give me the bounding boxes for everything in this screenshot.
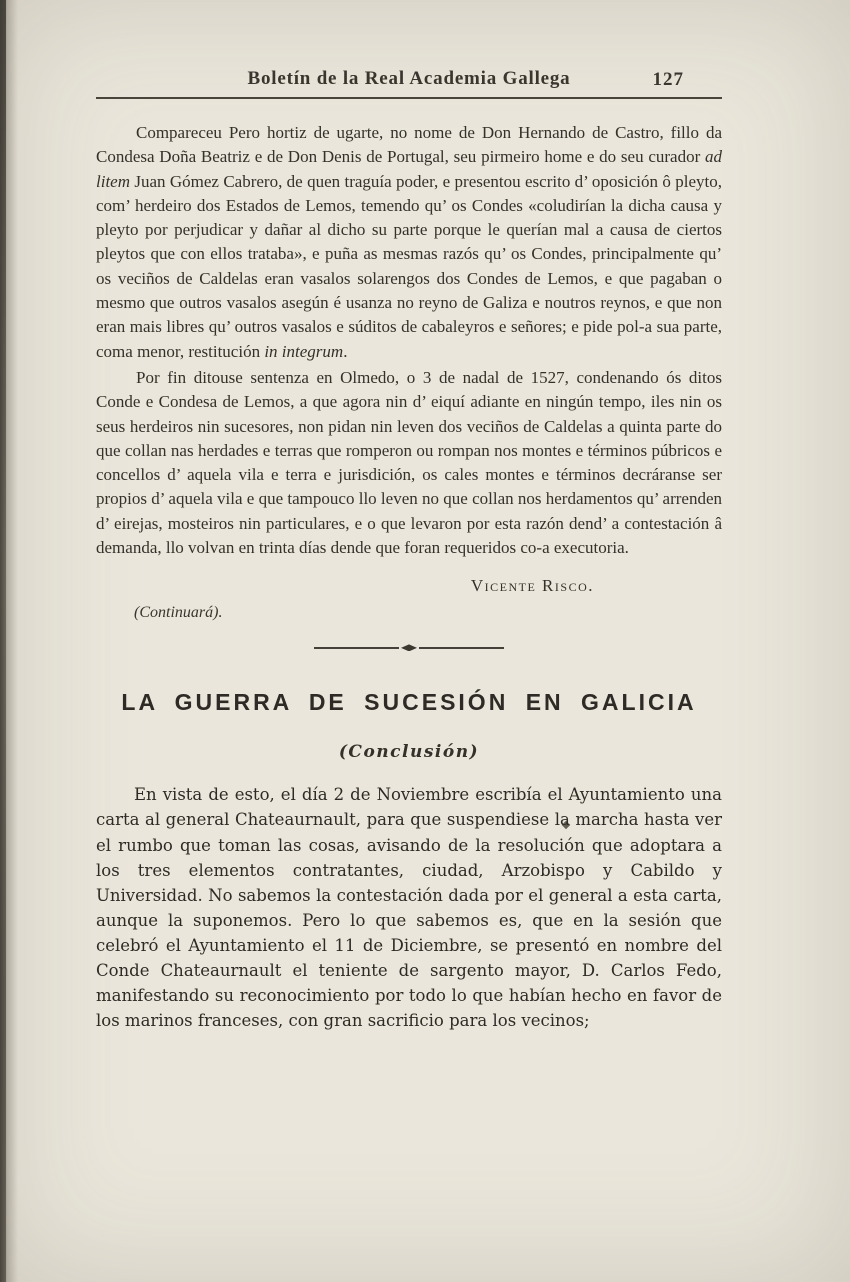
- divider-line-left: [314, 647, 399, 649]
- diamond-ornament-icon: [401, 644, 417, 651]
- continuation-note: (Continuará).: [134, 604, 223, 622]
- paragraph-1-text: .: [343, 341, 348, 361]
- paragraph-1-text: Compareceu Pero hortiz de ugarte, no nome de Don Hernando de Castro, fillo da Condesa Doña Beatriz e de Don Denis de Portugal, seu pirmeiro home e do seu curador: [96, 123, 722, 167]
- journal-title: Boletín de la Real Academia Gallega: [247, 68, 571, 89]
- paragraph-2: Por fin ditouse sentenza en Olmedo, o 3 de nadal de 1527, condenando ós ditos Conde e Condesa de Lemos, a que agora nin d’ eiquí adiante en ningún tempo, iles nin os seus herdeiros nin sucesores, non pidan nin leven dos veciños de Caldelas a quinta parte do que collan nas herdades e terras que romperon ou rompan nos montes e términos púbricos e concellos d’ aquela vila e terra e jurisdición, os cales montes e términos decráranse ser propios d’ aquela vila e que tampouco llo leven no que collan nos herdamentos qu’ arrenden d’ eirejas, mosteiros nin particulares, e o que levaron por esta razón dend’ a contestación â demanda, llo volvan en trinta días dende que foran requeridos co-a executoria.: [96, 367, 722, 558]
- header-rule: [96, 97, 722, 99]
- author-signature: Vicente Risco.: [470, 576, 594, 596]
- section-divider: [314, 644, 504, 651]
- article-subtitle: (Conclusión): [338, 742, 480, 763]
- page-number: 127: [652, 69, 684, 90]
- latin-phrase-in-integrum: in integrum: [264, 341, 344, 361]
- paragraph-1-text: Juan Gómez Cabrero, de quen traguía poder, e presentou escrito d’ oposición ô pleyto, com’ herdeiro dos Estados de Lemos, temendo qu’ os Condes «coludirían la dicha causa y pleyto por perjudicar y dañar al dicho su parte porque le querían mal a causa de ciertos pleytos que con ellos trataba», e puña as mesmas razós qu’ os Condes, principalmente qu’ os veciños de Caldelas eran vasalos solarengos dos Condes de Lemos, e que pagaban o mesmo que outros vasalos asegún é usanza no reyno de Galiza e noutros reynos, e que non eran mais libres qu’ outros vasalos e súditos de cabaleyros e señores; e pide pol-a sua parte, coma menor, restitución: [96, 171, 722, 361]
- divider-line-right: [419, 647, 504, 649]
- signature-line: [96, 576, 722, 596]
- article-title: LA GUERRA DE SUCESIÓN EN GALICIA: [121, 689, 697, 716]
- page-content: [96, 68, 722, 1033]
- binding-strip: [0, 0, 6, 1282]
- running-head: [96, 68, 722, 97]
- paragraph-3: En vista de esto, el día 2 de Noviembre escribía el Ayuntamiento una carta al general Chateaurnault, para que suspendiese la marcha hasta ver el rumbo que toman las cosas, avisando de la resolución que adoptara a los tres elementos contratantes, ciudad, Arzobispo y Cabildo y Universidad. No sabemos la contestación dada por el general a esta carta, aunque la suponemos. Pero lo que sabemos es, que en la sesión que celebró el Ayuntamiento el 11 de Diciembre, se presentó en nombre del Conde Chateaurnault el teniente de sargento mayor, D. Carlos Fedo, manifestando su reconocimiento por todo lo que habían hecho en favor de los marinos franceses, con gran sacrificio para los vecinos;: [96, 785, 722, 1031]
- binding-shadow: [0, 0, 18, 1282]
- paragraph-1: [96, 121, 722, 364]
- latin-phrase-ad-litem: ad litem: [96, 147, 722, 191]
